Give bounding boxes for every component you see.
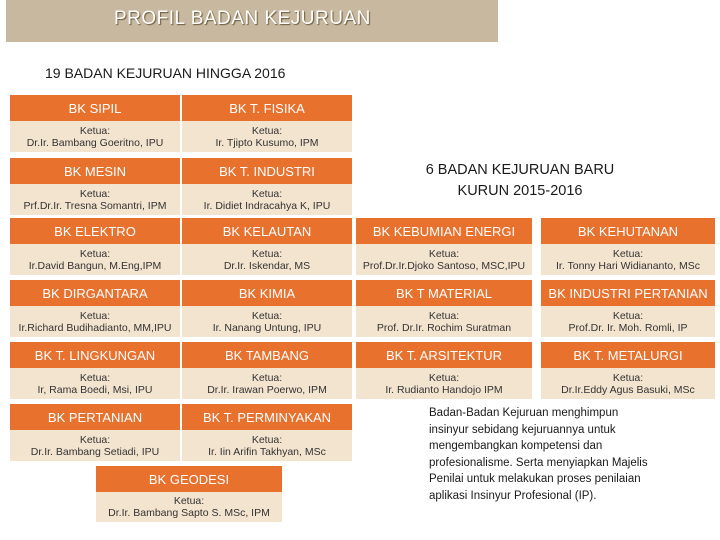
bk-chair-box (182, 121, 352, 152)
chair-label: Ketua: (612, 247, 644, 260)
chair-label: Ketua: (428, 247, 460, 260)
chair-label: Ketua: (79, 371, 111, 384)
chair-name: Ir. Tonny Hari Widiananto, MSc (556, 259, 700, 272)
bk-name: BK PERTANIAN (10, 404, 180, 430)
bk-name: BK T MATERIAL (356, 280, 532, 306)
chair-name: Ir, Rama Boedi, Msi, IPU (37, 383, 153, 396)
bk-chair-box (10, 244, 180, 275)
bk-card (10, 158, 180, 215)
bk-chair-box (541, 306, 715, 337)
chair-name: Prof.Dr. Ir. Moh. Romli, IP (568, 321, 688, 334)
bk-name: BK INDUSTRI PERTANIAN (541, 280, 715, 306)
bk-card (10, 404, 180, 461)
bk-name: BK T. FISIKA (182, 95, 352, 121)
bk-card (541, 280, 715, 337)
bk-name: BK T. PERMINYAKAN (182, 404, 352, 430)
page-title: PROFIL BADAN KEJURUAN (114, 8, 371, 29)
bk-chair-box (356, 244, 532, 275)
subtitle: 19 BADAN KEJURUAN HINGGA 2016 (45, 65, 286, 81)
bk-chair-box (96, 492, 282, 522)
chair-name: Ir. Tjipto Kusumo, IPM (215, 136, 319, 149)
chair-name: Ir.Richard Budihadianto, MM,IPU (18, 321, 172, 334)
chair-label: Ketua: (79, 247, 111, 260)
bk-card (356, 218, 532, 275)
chair-name: Dr.Ir. Bambang Sapto S. MSc, IPM (108, 507, 270, 519)
bk-card (182, 342, 352, 399)
chair-label: Ketua: (251, 187, 283, 200)
bk-name: BK KELAUTAN (182, 218, 352, 244)
bk-chair-box (541, 368, 715, 399)
bk-chair-box (182, 306, 352, 337)
chair-name: Dr.Ir. Irawan Poerwo, IPM (207, 383, 327, 396)
chair-label: Ketua: (79, 124, 111, 137)
chair-name: Dr.Ir. Bambang Setiadi, IPU (30, 445, 160, 458)
bk-chair-box (10, 184, 180, 215)
chair-label: Ketua: (251, 371, 283, 384)
chair-name: Prof. Dr.Ir. Rochim Suratman (376, 321, 512, 334)
bk-card (182, 158, 352, 215)
description-note: Badan-Badan Kejuruan menghimpun insinyur sebidang kejuruannya untuk mengembangkan kompetensi dan profesionalisme. Serta menyiapkan Majelis Penilai untuk melakukan proses penilaian aplikasi Insinyur Profesional (IP). (429, 407, 648, 502)
chair-name: Dr.Ir.Eddy Agus Basuki, MSc (561, 383, 695, 396)
bk-card (10, 95, 180, 152)
new-bk-heading (395, 160, 645, 202)
bk-chair-box (356, 368, 532, 399)
bk-name: BK T. INDUSTRI (182, 158, 352, 184)
chair-label: Ketua: (79, 433, 111, 446)
bk-name: BK T. METALURGI (541, 342, 715, 368)
new-bk-heading-line2: KURUN 2015-2016 (457, 183, 583, 199)
bk-name: BK KIMIA (182, 280, 352, 306)
bk-card (10, 342, 180, 399)
bk-chair-box (10, 306, 180, 337)
new-bk-heading-line1: 6 BADAN KEJURUAN BARU (425, 162, 615, 178)
bk-card (356, 280, 532, 337)
chair-label: Ketua: (612, 309, 644, 322)
chair-label: Ketua: (251, 309, 283, 322)
bk-name: BK DIRGANTARA (10, 280, 180, 306)
chair-name: Ir. Rudianto Handojo IPM (385, 383, 503, 396)
bk-name: BK T. ARSITEKTUR (356, 342, 532, 368)
chair-name: Dr.Ir. Iskendar, MS (223, 259, 311, 272)
chair-name: Prof.Dr.Ir.Djoko Santoso, MSC,IPU (362, 259, 526, 272)
chair-name: Prf.Dr.Ir. Tresna Somantri, IPM (23, 199, 167, 212)
bk-card (541, 342, 715, 399)
chair-name: Ir.David Bangun, M.Eng,IPM (28, 259, 162, 272)
bk-card (182, 404, 352, 461)
bk-chair-box (182, 244, 352, 275)
chair-label: Ketua: (251, 433, 283, 446)
bk-chair-box (182, 368, 352, 399)
bk-card (182, 280, 352, 337)
bk-chair-box (182, 430, 352, 461)
chair-label: Ketua: (79, 187, 111, 200)
chair-label: Ketua: (173, 495, 205, 507)
chair-label: Ketua: (79, 309, 111, 322)
bk-card (182, 218, 352, 275)
bk-card (96, 466, 282, 522)
bk-card (356, 342, 532, 399)
bk-chair-box (10, 430, 180, 461)
chair-label: Ketua: (428, 371, 460, 384)
bk-card (10, 280, 180, 337)
bk-card (541, 218, 715, 275)
title-bar (6, 0, 498, 42)
chair-name: Ir. Nanang Untung, IPU (212, 321, 322, 334)
bk-name: BK MESIN (10, 158, 180, 184)
chair-name: Ir. Didiet Indracahya K, IPU (203, 199, 331, 212)
bk-chair-box (182, 184, 352, 215)
bk-name: BK GEODESI (96, 466, 282, 492)
bk-card (10, 218, 180, 275)
bk-name: BK KEBUMIAN ENERGI (356, 218, 532, 244)
chair-label: Ketua: (612, 371, 644, 384)
bk-chair-box (541, 244, 715, 275)
bk-name: BK TAMBANG (182, 342, 352, 368)
chair-name: Ir. Iin Arifin Takhyan, MSc (208, 445, 326, 458)
bk-name: BK KEHUTANAN (541, 218, 715, 244)
chair-label: Ketua: (251, 247, 283, 260)
chair-name: Dr.Ir. Bambang Goeritno, IPU (26, 136, 164, 149)
bk-name: BK SIPIL (10, 95, 180, 121)
bk-chair-box (356, 306, 532, 337)
chair-label: Ketua: (428, 309, 460, 322)
bk-chair-box (10, 368, 180, 399)
bk-chair-box (10, 121, 180, 152)
bk-name: BK ELEKTRO (10, 218, 180, 244)
bk-name: BK T. LINGKUNGAN (10, 342, 180, 368)
chair-label: Ketua: (251, 124, 283, 137)
bk-card (182, 95, 352, 152)
